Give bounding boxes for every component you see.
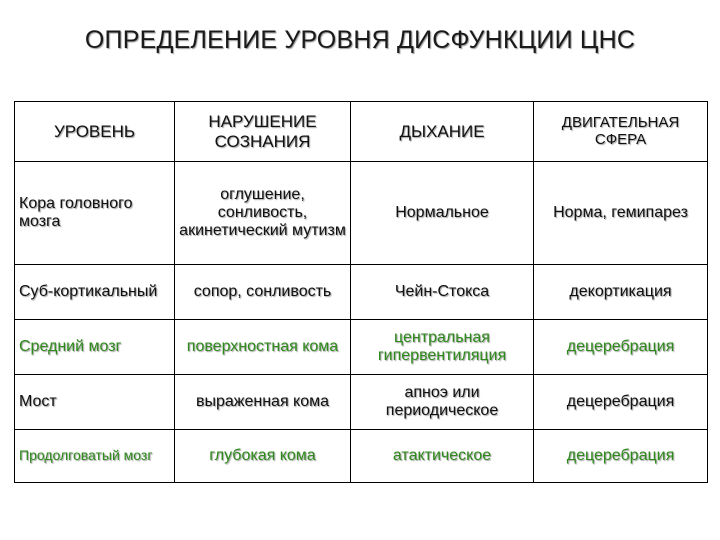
row-consciousness: сопор, сонливость [175,265,351,320]
table-row [15,430,708,483]
row-breathing: центральная гипервентиляция [351,320,534,375]
row-level: Суб-кортикальный [15,265,175,320]
row-breathing: апноэ или периодическое [351,375,534,430]
dysfunction-table [14,101,708,483]
header-breathing: ДЫХАНИЕ [351,102,534,162]
table-row [15,375,708,430]
row-breathing: Нормальное [351,162,534,265]
row-consciousness: поверхностная кома [175,320,351,375]
row-motor: децеребрация [534,375,708,430]
table-row [15,320,708,375]
table-row [15,265,708,320]
row-motor: декортикация [534,265,708,320]
header-motor: ДВИГАТЕЛЬНАЯ СФЕРА [534,102,708,162]
header-consciousness: НАРУШЕНИЕ СОЗНАНИЯ [175,102,351,162]
row-consciousness: глубокая кома [175,430,351,483]
row-level: Продолговатый мозг [15,430,175,483]
header-level: УРОВЕНЬ [15,102,175,162]
row-motor: Норма, гемипарез [534,162,708,265]
row-level: Кора головного мозга [15,162,175,265]
row-motor: децеребрация [534,430,708,483]
row-level: Средний мозг [15,320,175,375]
row-breathing: Чейн-Стокса [351,265,534,320]
row-level: Мост [15,375,175,430]
slide-title: ОПРЕДЕЛЕНИЕ УРОВНЯ ДИСФУНКЦИИ ЦНС [84,26,636,54]
table-header-row [15,102,708,162]
table-row [15,162,708,265]
row-consciousness: оглушение, сонливость, акинетический мутизм [175,162,351,265]
row-breathing: атактическое [351,430,534,483]
row-consciousness: выраженная кома [175,375,351,430]
row-motor: децеребрация [534,320,708,375]
